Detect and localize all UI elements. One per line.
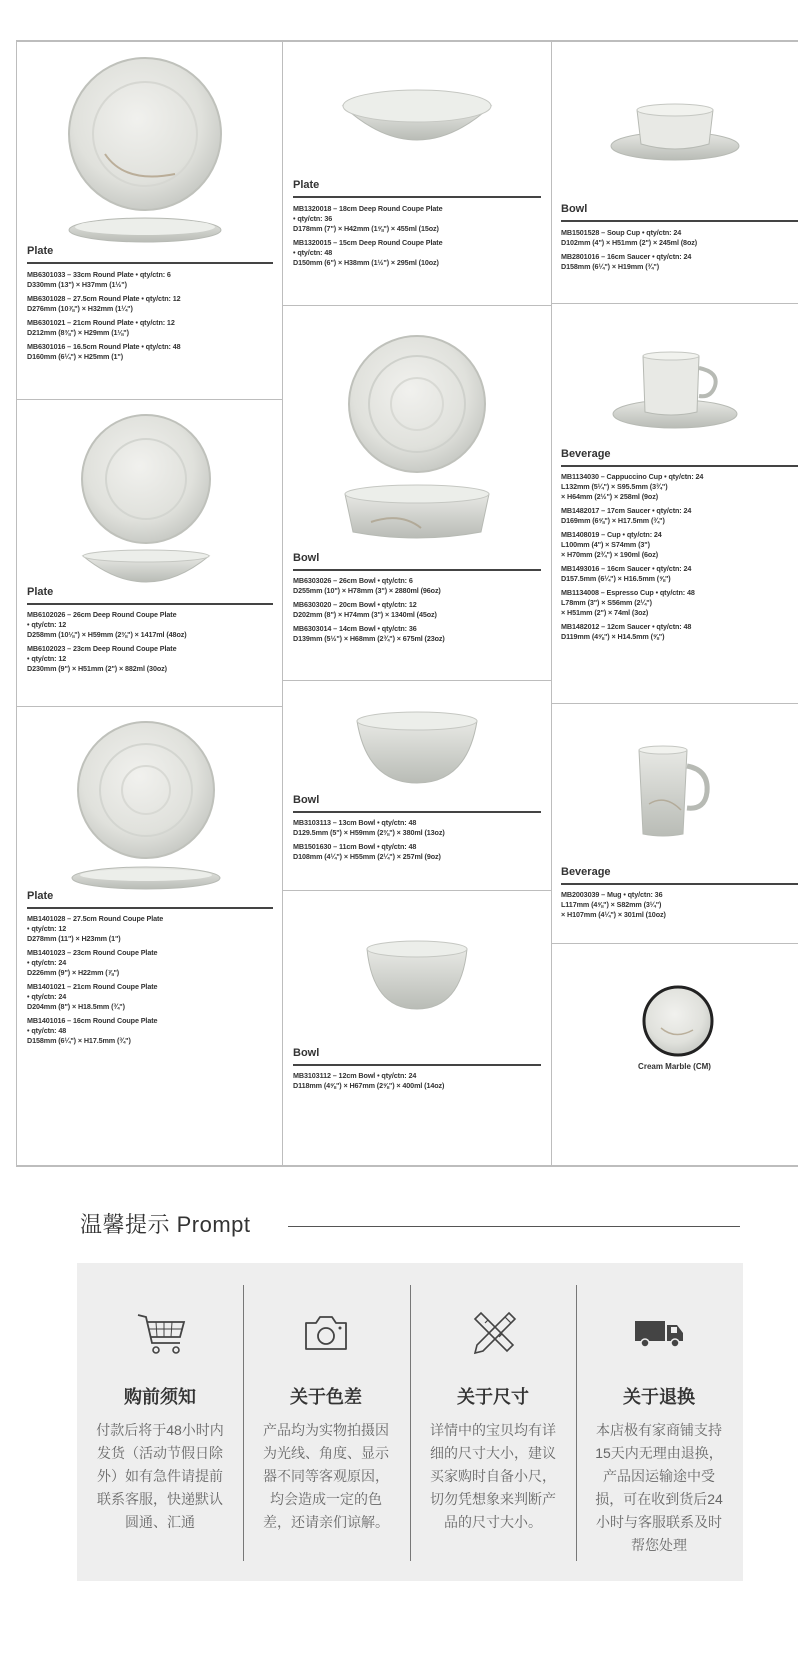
swatch-caption: Cream Marble (CM) [638, 1062, 711, 1071]
spec-item: MB1401016 – 16cm Round Coupe Plate • qty/ctn: 48 D158mm (6¼") × H17.5mm (¾") [27, 1016, 158, 1045]
category-label: Beverage [561, 448, 611, 460]
spec-item: MB1134030 – Cappuccino Cup • qty/ctn: 24 L132mm (5¼") × S95.5mm (3¾") × H64mm (2½") × 258ml (9oz) [561, 472, 704, 501]
bowl-side-image [341, 482, 493, 542]
divider [561, 465, 798, 467]
notice-panel [77, 1263, 743, 1581]
spec-item: MB6301033 – 33cm Round Plate • qty/ctn: 6 D330mm (13") × H37mm (1½") [27, 270, 171, 289]
catalog-column-2 [282, 42, 552, 1165]
spec-list [561, 890, 792, 924]
catalog-column-3 [551, 42, 798, 1165]
ruler-pencil-icon [465, 1305, 521, 1361]
spec-item: MB6102023 – 23cm Deep Round Coupe Plate • qty/ctn: 12 D230mm (9") × H51mm (2") × 882ml (30oz) [27, 644, 177, 673]
category-label: Plate [293, 179, 320, 191]
notice-title: 关于尺寸 [457, 1387, 529, 1407]
product-cell [283, 891, 551, 1165]
mug-image [629, 744, 721, 840]
spec-item: MB1493016 – 16cm Saucer • qty/ctn: 24 D157.5mm (6¼") × H16.5mm (⅝") [561, 564, 692, 583]
category-label: Bowl [293, 552, 320, 564]
spec-item: MB3103112 – 12cm Bowl • qty/ctn: 24 D118mm (4⅝") × H67mm (2⅝") × 400ml (14oz) [293, 1071, 445, 1090]
product-cell [17, 400, 283, 707]
spec-list [561, 228, 792, 276]
divider [293, 196, 541, 198]
rice-bowl-image [363, 939, 471, 1013]
notice-title: 购前须知 [124, 1387, 196, 1407]
spec-item: MB1482017 – 17cm Saucer • qty/ctn: 24 D169mm (6⅝") × H17.5mm (¾") [561, 506, 692, 525]
divider [561, 220, 798, 222]
cappuccino-cup-image [609, 348, 741, 432]
spec-list [293, 576, 545, 648]
notice-text: 本店极有家商铺支持15天内无理由退换，产品因运输途中受损，可在收到货后24小时与客服联系及时帮您处理 [595, 1422, 723, 1553]
divider [27, 907, 273, 909]
divider [293, 1064, 541, 1066]
product-cell [551, 704, 798, 944]
spec-list [27, 914, 277, 1050]
product-cell [283, 42, 551, 306]
product-cell [17, 707, 283, 1165]
category-label: Plate [27, 890, 54, 902]
spec-item: MB6102026 – 26cm Deep Round Coupe Plate • qty/ctn: 12 D258mm (10⅛") × H59mm (2⅜") × 1417ml (48oz) [27, 610, 187, 639]
spec-item: MB3103113 – 13cm Bowl • qty/ctn: 48 D129.5mm (5") × H59mm (2⅜") × 380ml (13oz) [293, 818, 445, 837]
color-swatch-cell [551, 944, 798, 1165]
spec-list [27, 270, 277, 366]
divider [293, 811, 541, 813]
spec-item: MB1320018 – 18cm Deep Round Coupe Plate • qty/ctn: 36 D178mm (7") × H42mm (1⅝") × 455ml (15oz) [293, 204, 443, 233]
truck-icon [631, 1305, 687, 1361]
soup-cup-saucer-image [607, 96, 743, 166]
notice-text: 产品均为实物拍摄因为光线、角度、显示器不同等客观原因，均会造成一定的色差，还请亲们谅解。 [263, 1422, 389, 1530]
spec-list [27, 610, 277, 678]
spec-item: MB6301028 – 27.5cm Round Plate • qty/ctn: 12 D276mm (10⅞") × H32mm (1¼") [27, 294, 181, 313]
bowl-top-image [345, 332, 489, 476]
catalog-column-1 [16, 42, 283, 1165]
spec-item: MB1134008 – Espresso Cup • qty/ctn: 48 L78mm (3") × S56mm (2¼") × H51mm (2") × 74ml (3oz) [561, 588, 695, 617]
spec-item: MB1401021 – 21cm Round Coupe Plate • qty/ctn: 24 D204mm (8") × H18.5mm (¾") [27, 982, 158, 1011]
round-coupe-plate-top-image [75, 719, 217, 861]
color-swatch-image [641, 984, 715, 1058]
spec-list [293, 204, 545, 272]
spec-list [293, 1071, 545, 1095]
notice-item [243, 1263, 409, 1581]
spec-item: MB1501630 – 11cm Bowl • qty/ctn: 48 D108mm (4¼") × H55mm (2¼") × 257ml (9oz) [293, 842, 441, 861]
spec-item: MB6303026 – 26cm Bowl • qty/ctn: 6 D255mm (10") × H78mm (3") × 2880ml (96oz) [293, 576, 441, 595]
deep-coupe-plate-image [337, 84, 497, 154]
prompt-heading: 温馨提示 Prompt [80, 1212, 251, 1237]
spec-item: MB2003039 – Mug • qty/ctn: 36 L117mm (4⅝") × S82mm (3¼") × H107mm (4¼") × 301ml (10oz) [561, 890, 666, 919]
spec-item: MB1501528 – Soup Cup • qty/ctn: 24 D102mm (4") × H51mm (2") × 245ml (8oz) [561, 228, 698, 247]
small-bowl-image [353, 709, 481, 787]
round-plate-top-image [65, 54, 225, 214]
notice-item [410, 1263, 576, 1581]
spec-item: MB1320015 – 15cm Deep Round Coupe Plate • qty/ctn: 48 D150mm (6") × H38mm (1½") × 295ml (10oz) [293, 238, 443, 267]
divider [27, 603, 273, 605]
deep-coupe-plate-side-image [79, 548, 213, 594]
product-cell [551, 42, 798, 304]
heading-divider [288, 1226, 740, 1227]
spec-item: MB6303014 – 14cm Bowl • qty/ctn: 36 D139mm (5½") × H68mm (2¾") × 675ml (23oz) [293, 624, 445, 643]
notice-item [77, 1263, 243, 1581]
product-cell [283, 681, 551, 891]
spec-list [561, 472, 792, 646]
notice-text: 付款后将于48小时内发货（活动节假日除外）如有急件请提前联系客服，快递默认圆通、汇通 [96, 1422, 224, 1530]
camera-icon [298, 1305, 354, 1361]
cart-icon [132, 1305, 188, 1361]
category-label: Bowl [293, 1047, 320, 1059]
spec-item: MB1408019 – Cup • qty/ctn: 24 L100mm (4") × S74mm (3") × H70mm (2¾") × 190ml (6oz) [561, 530, 662, 559]
product-cell [283, 306, 551, 681]
divider [27, 262, 273, 264]
notice-item [576, 1263, 742, 1581]
round-plate-side-image [65, 214, 225, 250]
spec-item: MB6301016 – 16.5cm Round Plate • qty/ctn: 48 D160mm (6¼") × H25mm (1") [27, 342, 181, 361]
category-label: Bowl [561, 203, 588, 215]
product-cell [17, 42, 283, 400]
spec-item: MB1482012 – 12cm Saucer • qty/ctn: 48 D119mm (4⅝") × H14.5mm (⅝") [561, 622, 692, 641]
spec-item: MB2801016 – 16cm Saucer • qty/ctn: 24 D158mm (6¼") × H19mm (¾") [561, 252, 692, 271]
spec-item: MB6303020 – 20cm Bowl • qty/ctn: 12 D202mm (8") × H74mm (3") × 1340ml (45oz) [293, 600, 437, 619]
divider [293, 569, 541, 571]
spec-item: MB1401023 – 23cm Round Coupe Plate • qty/ctn: 24 D226mm (9") × H22mm (⅞") [27, 948, 158, 977]
product-cell [551, 304, 798, 704]
spec-list [293, 818, 545, 866]
category-label: Bowl [293, 794, 320, 806]
notice-text: 详情中的宝贝均有详细的尺寸大小，建议买家购时自备小尺，切勿凭想象来判断产品的尺寸大小。 [430, 1422, 556, 1530]
deep-coupe-plate-top-image [79, 412, 213, 546]
product-catalog [16, 40, 798, 1167]
divider [561, 883, 798, 885]
spec-item: MB6301021 – 21cm Round Plate • qty/ctn: 12 D212mm (8⅜") × H29mm (1⅛") [27, 318, 175, 337]
notice-title: 关于退换 [623, 1387, 695, 1407]
notice-title: 关于色差 [290, 1387, 362, 1407]
spec-item: MB1401028 – 27.5cm Round Coupe Plate • qty/ctn: 12 D278mm (11") × H23mm (1") [27, 914, 164, 943]
category-label: Plate [27, 586, 54, 598]
round-coupe-plate-side-image [69, 863, 223, 893]
category-label: Beverage [561, 866, 611, 878]
category-label: Plate [27, 245, 54, 257]
